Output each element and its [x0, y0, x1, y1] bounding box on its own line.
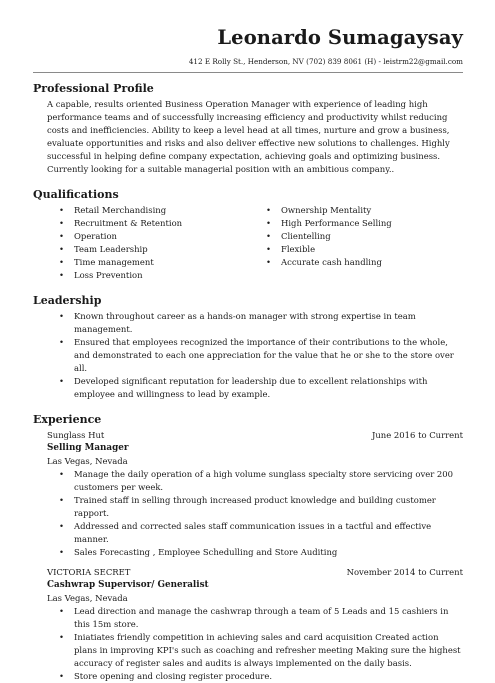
- qualifications-columns: [33, 204, 463, 282]
- job-dates: November 2014 to Current: [346, 567, 463, 577]
- leadership-item: • Developed significant reputation for leadership due to excellent relationships with employee and willingness to lead by example.: [59, 375, 463, 401]
- job-entry: [47, 429, 463, 559]
- job-company: VICTORIA SECRET: [47, 567, 131, 577]
- job-header: [47, 429, 463, 442]
- leadership-section: [33, 294, 463, 401]
- qualification-item: • Operation: [59, 230, 266, 243]
- qualifications-section: [33, 188, 463, 282]
- job-title: Selling Manager: [47, 443, 129, 453]
- qualification-item: • Flexible: [266, 243, 392, 256]
- qualifications-list-right: [266, 204, 392, 282]
- qualification-item: • Retail Merchandising: [59, 204, 266, 217]
- job-dates: June 2016 to Current: [371, 430, 463, 440]
- section-heading-profile: Professional Profile: [33, 82, 154, 95]
- job-location: Las Vegas, Nevada: [47, 593, 128, 603]
- qualification-item: • Ownership Mentality: [266, 204, 392, 217]
- qualification-item: • Recruitment & Retention: [59, 217, 266, 230]
- job-bullet: • Lead direction and manage the cashwrap through a team of 5 Leads and 15 cashiers in this 15m store.: [59, 605, 463, 631]
- section-heading-experience: Experience: [33, 413, 102, 426]
- leadership-list: [59, 310, 463, 401]
- job-bullet: • Iniatiates friendly competition in achieving sales and card acquisition Created action plans in improving KPI's such as coaching and refresher meeting Making sure the highest accuracy of register sales and audits is always implemented on the daily basis.: [59, 631, 463, 670]
- candidate-name: Leonardo Sumagaysay: [217, 26, 463, 49]
- leadership-item: • Known throughout career as a hands-on manager with strong expertise in team management.: [59, 310, 463, 336]
- job-title: Cashwrap Supervisor/ Generalist: [47, 580, 209, 590]
- job-location: Las Vegas, Nevada: [47, 456, 128, 466]
- job-bullet: • Trained staff in selling through increased product knowledge and building customer rapport.: [59, 494, 463, 520]
- job-bullet: • Sales Forecasting , Employee Schedulling and Store Auditing: [59, 546, 463, 559]
- section-heading-qualifications: Qualifications: [33, 188, 119, 201]
- job-company: Sunglass Hut: [47, 430, 105, 440]
- job-entry: [47, 566, 463, 683]
- leadership-item: • Ensured that employees recognized the importance of their contributions to the whole, and demonstrated to each one appreciation for the value that he or she to the store over all.: [59, 336, 463, 375]
- qualification-item: • Time management: [59, 256, 266, 269]
- qualification-item: • Team Leadership: [59, 243, 266, 256]
- professional-profile-section: [33, 82, 463, 176]
- qualifications-list-left: [59, 204, 266, 282]
- job-bullet: • Addressed and corrected sales staff communication issues in a tactful and effective manner.: [59, 520, 463, 546]
- job-bullets: [59, 468, 463, 559]
- job-bullet: • Manage the daily operation of a high volume sunglass specialty store servicing over 200 customers per week.: [59, 468, 463, 494]
- qualification-item: • Clientelling: [266, 230, 392, 243]
- job-bullet: • Store opening and closing register procedure.: [59, 670, 463, 683]
- qualification-item: • Loss Prevention: [59, 269, 266, 282]
- qualification-item: • High Performance Selling: [266, 217, 392, 230]
- qualification-item: • Accurate cash handling: [266, 256, 392, 269]
- contact-line: 412 E Rolly St., Henderson, NV (702) 839 8061 (H) - leistrm22@gmail.com: [188, 57, 463, 66]
- experience-section: [33, 413, 463, 683]
- header-divider: [33, 72, 463, 73]
- job-header: [47, 566, 463, 579]
- resume-page: [0, 26, 495, 681]
- job-bullets: [59, 605, 463, 683]
- profile-paragraph: A capable, results oriented Business Operation Manager with experience of leading high performance teams and of successfully increasing efficiency and productivity whilst reducing costs and inefficiencies. Ability to keep a level head at all times, nurture and grow a business, evaluate opportunities and risks and also deliver effective new solutions to challenges. Highly successful in helping define company expectation, achieving goals and optimizing business. Currently looking for a suitable managerial position with an ambitious company..: [47, 99, 450, 174]
- section-heading-leadership: Leadership: [33, 294, 102, 307]
